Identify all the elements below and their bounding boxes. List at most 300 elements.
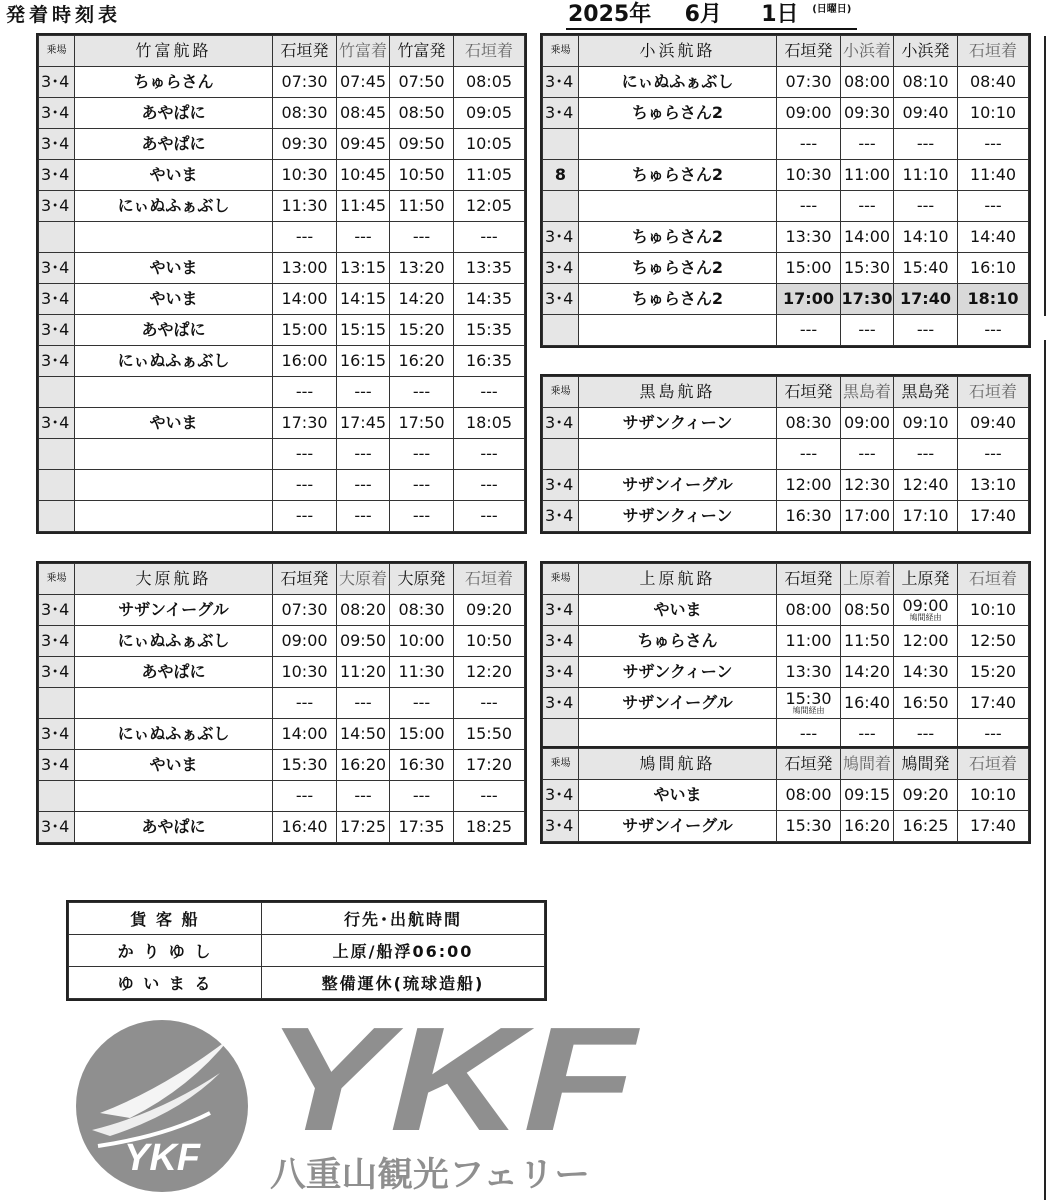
time-value: --- <box>480 444 498 463</box>
arrival-time <box>958 501 1029 532</box>
table-header-row <box>543 564 1029 595</box>
time-value: 10:30 <box>785 165 832 184</box>
pier-number: 3･4 <box>39 408 75 439</box>
departure-time <box>273 501 337 532</box>
ship-name <box>579 439 777 470</box>
time-value: 07:30 <box>281 600 328 619</box>
departure-time <box>273 439 337 470</box>
column-header: 上原発 <box>894 564 958 595</box>
pier-number <box>543 315 579 346</box>
time-value: 11:50 <box>843 631 891 650</box>
arrival-time <box>958 719 1029 750</box>
column-header: 竹富着 <box>337 36 390 67</box>
arrival-time <box>454 129 525 160</box>
time-value: --- <box>295 475 314 494</box>
arrival-time <box>337 67 390 98</box>
schedule-row <box>39 284 525 315</box>
time-value: 14:00 <box>281 289 328 308</box>
column-header: 石垣着 <box>454 36 525 67</box>
arrival-time <box>958 688 1029 719</box>
time-value: 08:30 <box>785 413 832 432</box>
arrival-time <box>337 346 390 377</box>
arrival-time <box>337 253 390 284</box>
column-header: 上原着 <box>841 564 894 595</box>
route-name: 竹富航路 <box>75 36 273 67</box>
departure-time <box>777 408 841 439</box>
pier-number: 3･4 <box>543 408 579 439</box>
time-value: 14:50 <box>339 724 387 743</box>
column-header: 黒島発 <box>894 377 958 408</box>
column-header: 石垣発 <box>777 377 841 408</box>
time-value: 14:40 <box>969 227 1017 246</box>
time-value: 15:00 <box>281 320 328 339</box>
time-value: --- <box>412 693 431 712</box>
departure-time <box>894 98 958 129</box>
column-header: 鳩間着 <box>841 749 894 780</box>
time-value: 09:10 <box>902 413 949 432</box>
schedule-row <box>39 812 525 843</box>
schedule-row <box>543 67 1029 98</box>
schedule-row <box>39 501 525 532</box>
pier-header: 乗場 <box>39 564 75 595</box>
ship-name: ちゅらさん <box>579 626 777 657</box>
time-value: --- <box>799 724 818 743</box>
ship-name <box>579 191 777 222</box>
time-value: 07:45 <box>339 72 387 91</box>
time-value: 15:30 <box>843 258 891 277</box>
arrival-time <box>337 408 390 439</box>
table-header-row <box>39 564 525 595</box>
time-value: --- <box>916 320 935 339</box>
ship-name: ちゅらさん2 <box>579 160 777 191</box>
time-value: 10:05 <box>465 134 513 153</box>
schedule-row <box>39 688 525 719</box>
time-value: 17:10 <box>902 506 949 525</box>
arrival-time <box>841 501 894 532</box>
time-value: 11:20 <box>339 662 387 681</box>
time-value: --- <box>295 786 314 805</box>
arrival-time <box>841 719 894 750</box>
arrival-time <box>841 657 894 688</box>
pier-number: 3･4 <box>543 501 579 532</box>
pier-number <box>543 439 579 470</box>
arrival-time <box>841 160 894 191</box>
time-value: 13:15 <box>339 258 387 277</box>
ship-name: サザンクィーン <box>579 408 777 439</box>
kohama-route-table <box>540 33 1031 348</box>
schedule-row <box>39 253 525 284</box>
arrival-time <box>337 781 390 812</box>
cargo-header-destination: 行先･出航時間 <box>262 903 545 935</box>
schedule-row <box>39 595 525 626</box>
schedule-row <box>39 470 525 501</box>
pier-number: 3･4 <box>543 222 579 253</box>
departure-time <box>390 657 454 688</box>
time-value: 13:30 <box>785 662 832 681</box>
ship-name: ちゅらさん <box>75 67 273 98</box>
column-header: 石垣発 <box>273 36 337 67</box>
time-value: --- <box>984 444 1002 463</box>
pier-number: 3･4 <box>39 719 75 750</box>
departure-time <box>894 439 958 470</box>
departure-time <box>390 439 454 470</box>
arrival-time <box>454 315 525 346</box>
column-header: 大原着 <box>337 564 390 595</box>
arrival-time <box>841 284 894 315</box>
departure-time <box>777 688 841 719</box>
table-header-row <box>543 749 1029 780</box>
schedule-row <box>543 408 1029 439</box>
schedule-row <box>543 657 1029 688</box>
ship-name: ちゅらさん2 <box>579 98 777 129</box>
arrival-time <box>841 439 894 470</box>
departure-time <box>894 253 958 284</box>
column-header: 石垣着 <box>454 564 525 595</box>
departure-time <box>273 408 337 439</box>
pier-header: 乗場 <box>543 564 579 595</box>
pier-number <box>39 688 75 719</box>
time-value: 13:35 <box>465 258 513 277</box>
time-value: 16:50 <box>902 693 949 712</box>
time-value: 17:40 <box>969 693 1017 712</box>
column-header: 石垣着 <box>958 564 1029 595</box>
table-header-row <box>543 36 1029 67</box>
departure-time <box>894 780 958 811</box>
time-value: 11:05 <box>465 165 513 184</box>
departure-time <box>273 626 337 657</box>
date-day: 1日 <box>761 2 799 27</box>
arrival-time <box>958 408 1029 439</box>
column-header: 石垣発 <box>777 564 841 595</box>
schedule-row <box>39 657 525 688</box>
time-value: 17:25 <box>339 817 387 836</box>
time-value: 16:20 <box>398 351 445 370</box>
time-value: --- <box>412 786 431 805</box>
time-value: 16:00 <box>281 351 328 370</box>
schedule-row <box>543 98 1029 129</box>
time-value: 09:50 <box>398 134 445 153</box>
right-edge-frame <box>1044 340 1046 1200</box>
pier-header: 乗場 <box>543 749 579 780</box>
time-value: --- <box>354 786 372 805</box>
departure-time <box>777 657 841 688</box>
arrival-time <box>841 191 894 222</box>
time-value: --- <box>354 693 372 712</box>
ykf-logo <box>70 1018 650 1198</box>
departure-time <box>777 284 841 315</box>
time-value: 17:35 <box>398 817 445 836</box>
time-value: 12:05 <box>465 196 513 215</box>
departure-time <box>894 595 958 626</box>
pier-number: 3･4 <box>39 129 75 160</box>
arrival-time <box>454 812 525 843</box>
time-value: 08:50 <box>398 103 445 122</box>
schedule-row <box>543 129 1029 160</box>
arrival-time <box>958 191 1029 222</box>
ykf-emblem-icon <box>76 1020 248 1192</box>
via-note: 鳩間経由 <box>792 706 825 715</box>
departure-time <box>390 253 454 284</box>
table-header-row <box>543 377 1029 408</box>
time-value: 11:50 <box>398 196 445 215</box>
time-value: 17:30 <box>281 413 328 432</box>
kuroshima-route-table <box>540 374 1031 534</box>
time-value: --- <box>295 227 314 246</box>
departure-time <box>390 501 454 532</box>
date-weekday: (日曜日) <box>812 4 852 15</box>
arrival-time <box>958 470 1029 501</box>
schedule-row <box>543 626 1029 657</box>
time-value: 12:00 <box>785 475 832 494</box>
time-value: --- <box>858 134 876 153</box>
departure-time <box>390 408 454 439</box>
pier-number <box>543 191 579 222</box>
departure-time <box>273 129 337 160</box>
ohara-route-table <box>36 561 527 845</box>
schedule-row <box>543 811 1029 842</box>
time-value: 08:30 <box>398 600 445 619</box>
ship-name: やいま <box>579 595 777 626</box>
pier-number: 3･4 <box>39 160 75 191</box>
column-header: 石垣着 <box>958 377 1029 408</box>
pier-header: 乗場 <box>543 36 579 67</box>
cargo-row <box>69 967 545 999</box>
time-value: --- <box>354 475 372 494</box>
time-value: 12:40 <box>902 475 949 494</box>
schedule-row <box>543 284 1029 315</box>
time-value: 09:15 <box>843 785 891 804</box>
time-value: 11:00 <box>843 165 891 184</box>
schedule-row <box>39 750 525 781</box>
departure-time <box>894 160 958 191</box>
departure-time <box>390 346 454 377</box>
arrival-time <box>454 346 525 377</box>
departure-time <box>894 191 958 222</box>
column-header: 小浜着 <box>841 36 894 67</box>
cargo-ship-name: ゆ い ま る <box>69 967 262 999</box>
arrival-time <box>454 719 525 750</box>
time-value: --- <box>984 724 1002 743</box>
time-value: 14:20 <box>843 662 891 681</box>
column-header: 石垣着 <box>958 749 1029 780</box>
ship-name: やいま <box>75 160 273 191</box>
departure-time <box>390 98 454 129</box>
arrival-time <box>958 780 1029 811</box>
time-value: 16:15 <box>339 351 387 370</box>
time-value: 07:30 <box>281 72 328 91</box>
arrival-time <box>958 129 1029 160</box>
time-value: 07:30 <box>785 72 832 91</box>
arrival-time <box>337 470 390 501</box>
pier-header: 乗場 <box>543 377 579 408</box>
departure-time <box>390 595 454 626</box>
time-value: 16:20 <box>339 755 387 774</box>
arrival-time <box>454 377 525 408</box>
departure-time <box>894 284 958 315</box>
ship-name: にぃぬふぁぶし <box>75 719 273 750</box>
pier-number: 3･4 <box>543 98 579 129</box>
departure-time <box>273 222 337 253</box>
schedule-row <box>39 439 525 470</box>
departure-time <box>390 284 454 315</box>
arrival-time <box>337 688 390 719</box>
ship-name: サザンイーグル <box>75 595 273 626</box>
time-value: 10:50 <box>398 165 445 184</box>
ship-name <box>579 129 777 160</box>
table-header-row <box>39 36 525 67</box>
right-edge-frame <box>1044 36 1046 316</box>
schedule-row <box>39 160 525 191</box>
ship-name: やいま <box>75 253 273 284</box>
ship-name: サザンイーグル <box>579 811 777 842</box>
ship-name: あやぱに <box>75 98 273 129</box>
time-value: 16:20 <box>843 816 891 835</box>
arrival-time <box>841 470 894 501</box>
time-value: 13:10 <box>969 475 1017 494</box>
pier-number <box>543 719 579 750</box>
time-value: 18:10 <box>967 289 1019 308</box>
schedule-row <box>543 160 1029 191</box>
departure-time <box>273 688 337 719</box>
pier-number: 3･4 <box>39 315 75 346</box>
departure-time <box>273 160 337 191</box>
time-value: 09:50 <box>339 631 387 650</box>
time-value: --- <box>480 506 498 525</box>
arrival-time <box>841 626 894 657</box>
departure-time <box>777 222 841 253</box>
ship-name: やいま <box>75 408 273 439</box>
time-value: 15:15 <box>339 320 387 339</box>
time-value: 10:30 <box>281 165 328 184</box>
arrival-time <box>337 812 390 843</box>
ship-name: あやぱに <box>75 812 273 843</box>
time-value: --- <box>412 475 431 494</box>
arrival-time <box>454 98 525 129</box>
ship-name: にぃぬふぁぶし <box>75 626 273 657</box>
arrival-time <box>841 688 894 719</box>
time-value: --- <box>858 724 876 743</box>
arrival-time <box>958 626 1029 657</box>
ship-name: にぃぬふぁぶし <box>75 191 273 222</box>
arrival-time <box>337 719 390 750</box>
arrival-time <box>454 191 525 222</box>
schedule-row <box>39 191 525 222</box>
arrival-time <box>337 222 390 253</box>
time-value: 16:40 <box>843 693 891 712</box>
time-value: 14:10 <box>902 227 949 246</box>
time-value: 10:30 <box>281 662 328 681</box>
time-value: --- <box>354 506 372 525</box>
time-value: 09:40 <box>969 413 1017 432</box>
arrival-time <box>454 781 525 812</box>
schedule-row <box>39 719 525 750</box>
departure-time <box>390 315 454 346</box>
time-value: 09:30 <box>281 134 328 153</box>
pier-number: 3･4 <box>543 284 579 315</box>
pier-number: 3･4 <box>39 812 75 843</box>
column-header: 小浜発 <box>894 36 958 67</box>
arrival-time <box>454 470 525 501</box>
pier-number <box>39 501 75 532</box>
schedule-row <box>543 719 1029 750</box>
column-header: 石垣発 <box>777 749 841 780</box>
arrival-time <box>841 98 894 129</box>
uehara-route-table <box>540 561 1031 752</box>
time-value: 17:45 <box>339 413 387 432</box>
departure-time <box>777 470 841 501</box>
arrival-time <box>454 284 525 315</box>
time-value: 14:00 <box>281 724 328 743</box>
arrival-time <box>337 129 390 160</box>
departure-time <box>390 129 454 160</box>
cargo-row <box>69 935 545 967</box>
ship-name: やいま <box>75 750 273 781</box>
time-value: 12:30 <box>843 475 891 494</box>
time-value: --- <box>354 444 372 463</box>
departure-time <box>777 98 841 129</box>
time-value: 13:30 <box>785 227 832 246</box>
pier-number: 3･4 <box>543 67 579 98</box>
time-value: 15:30 <box>785 816 832 835</box>
time-value: --- <box>412 506 431 525</box>
arrival-time <box>337 750 390 781</box>
time-value: 11:30 <box>398 662 445 681</box>
time-value: 09:05 <box>465 103 513 122</box>
pier-number: 3･4 <box>543 470 579 501</box>
arrival-time <box>958 439 1029 470</box>
departure-time <box>390 222 454 253</box>
schedule-row <box>39 67 525 98</box>
arrival-time <box>337 315 390 346</box>
departure-time <box>273 595 337 626</box>
time-value: 09:20 <box>465 600 513 619</box>
arrival-time <box>337 595 390 626</box>
pier-number: 3･4 <box>39 626 75 657</box>
schedule-row <box>543 501 1029 532</box>
time-value: 08:20 <box>339 600 387 619</box>
pier-number <box>39 781 75 812</box>
ship-name: サザンクィーン <box>579 501 777 532</box>
arrival-time <box>454 67 525 98</box>
arrival-time <box>841 67 894 98</box>
ship-name: ちゅらさん2 <box>579 222 777 253</box>
route-name: 上原航路 <box>579 564 777 595</box>
arrival-time <box>958 222 1029 253</box>
emblem-text: YKF <box>124 1137 200 1179</box>
time-value: --- <box>295 506 314 525</box>
time-value: 10:10 <box>969 103 1017 122</box>
time-value: 15:00 <box>398 724 445 743</box>
departure-time <box>390 812 454 843</box>
arrival-time <box>958 315 1029 346</box>
schedule-row <box>39 222 525 253</box>
time-value: --- <box>295 382 314 401</box>
departure-time <box>273 750 337 781</box>
pier-number: 3･4 <box>39 284 75 315</box>
time-value: 10:10 <box>969 785 1017 804</box>
pier-number: 3･4 <box>39 253 75 284</box>
arrival-time <box>841 253 894 284</box>
arrival-time <box>841 129 894 160</box>
schedule-row <box>39 377 525 408</box>
arrival-time <box>841 811 894 842</box>
ship-name: やいま <box>579 780 777 811</box>
departure-time <box>894 222 958 253</box>
pier-number: 3･4 <box>39 67 75 98</box>
arrival-time <box>454 253 525 284</box>
time-value: 13:20 <box>398 258 445 277</box>
route-name: 大原航路 <box>75 564 273 595</box>
